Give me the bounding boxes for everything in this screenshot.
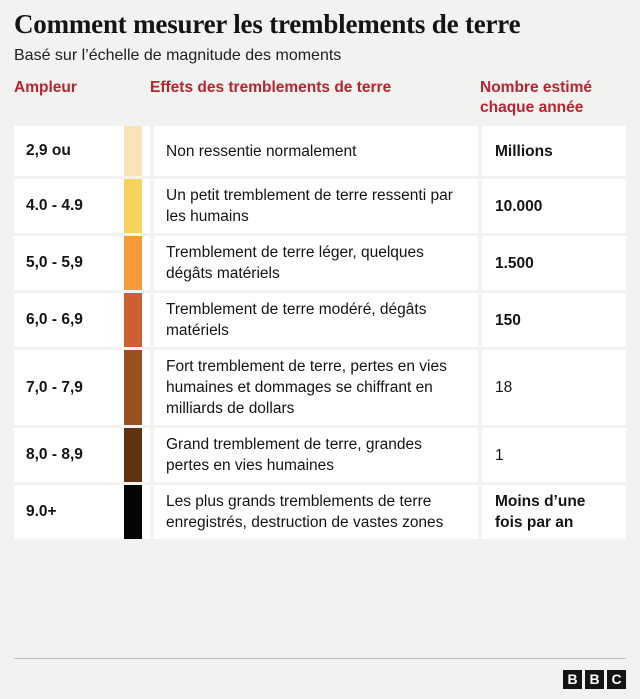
magnitude-value: 8,0 - 8,9 xyxy=(14,428,124,482)
bbc-logo-letter: B xyxy=(585,670,604,689)
severity-color-swatch xyxy=(124,179,150,233)
severity-color-bar xyxy=(124,293,142,347)
header-block xyxy=(0,0,640,66)
table-row xyxy=(14,236,626,290)
bbc-logo-letter: B xyxy=(563,670,582,689)
magnitude-value: 4.0 - 4.9 xyxy=(14,179,124,233)
magnitude-value: 2,9 ou xyxy=(14,126,124,176)
effects-description: Les plus grands tremblements de terre enregistrés, destruction de vastes zones xyxy=(154,485,478,539)
magnitude-value: 6,0 - 6,9 xyxy=(14,293,124,347)
table-column-headers xyxy=(0,66,640,126)
estimated-frequency: 18 xyxy=(482,350,626,425)
table-row xyxy=(14,293,626,347)
effects-description: Grand tremblement de terre, grandes pertes en vies humaines xyxy=(154,428,478,482)
effects-description: Un petit tremblement de terre ressenti par les humains xyxy=(154,179,478,233)
column-header-magnitude: Ampleur xyxy=(14,79,77,96)
effects-description: Fort tremblement de terre, pertes en vies humaines et dommages se chiffrant en milliards de dollars xyxy=(154,350,478,425)
estimated-frequency: 1 xyxy=(482,428,626,482)
table-row xyxy=(14,350,626,425)
severity-color-swatch xyxy=(124,350,150,425)
magnitude-value: 9.0+ xyxy=(14,485,124,539)
magnitude-value: 7,0 - 7,9 xyxy=(14,350,124,425)
table-row xyxy=(14,428,626,482)
effects-description: Tremblement de terre léger, quelques dégâts matériels xyxy=(154,236,478,290)
severity-color-bar xyxy=(124,236,142,290)
estimated-frequency: Moins d’une fois par an xyxy=(482,485,626,539)
page-title: Comment mesurer les tremblements de terre xyxy=(14,9,521,39)
estimated-frequency: 150 xyxy=(482,293,626,347)
severity-color-bar xyxy=(124,428,142,482)
bbc-logo-letter: C xyxy=(607,670,626,689)
footer xyxy=(14,658,626,699)
severity-color-swatch xyxy=(124,428,150,482)
estimated-frequency: 1.500 xyxy=(482,236,626,290)
column-header-frequency: Nombre estimé chaque année xyxy=(480,79,592,116)
effects-description: Tremblement de terre modéré, dégâts matériels xyxy=(154,293,478,347)
effects-description: Non ressentie normalement xyxy=(154,126,478,176)
estimated-frequency: 10.000 xyxy=(482,179,626,233)
magnitude-table xyxy=(0,126,640,654)
severity-color-swatch xyxy=(124,236,150,290)
page-subtitle: Basé sur l’échelle de magnitude des moments xyxy=(14,47,342,64)
severity-color-swatch xyxy=(124,126,150,176)
table-row xyxy=(14,179,626,233)
severity-color-bar xyxy=(124,179,142,233)
severity-color-swatch xyxy=(124,485,150,539)
column-header-effects: Effets des tremblements de terre xyxy=(150,79,392,96)
severity-color-bar xyxy=(124,126,142,176)
severity-color-bar xyxy=(124,485,142,539)
estimated-frequency: Millions xyxy=(482,126,626,176)
severity-color-bar xyxy=(124,350,142,425)
table-row xyxy=(14,485,626,539)
magnitude-value: 5,0 - 5,9 xyxy=(14,236,124,290)
bbc-logo xyxy=(563,670,626,689)
severity-color-swatch xyxy=(124,293,150,347)
table-row xyxy=(14,126,626,176)
